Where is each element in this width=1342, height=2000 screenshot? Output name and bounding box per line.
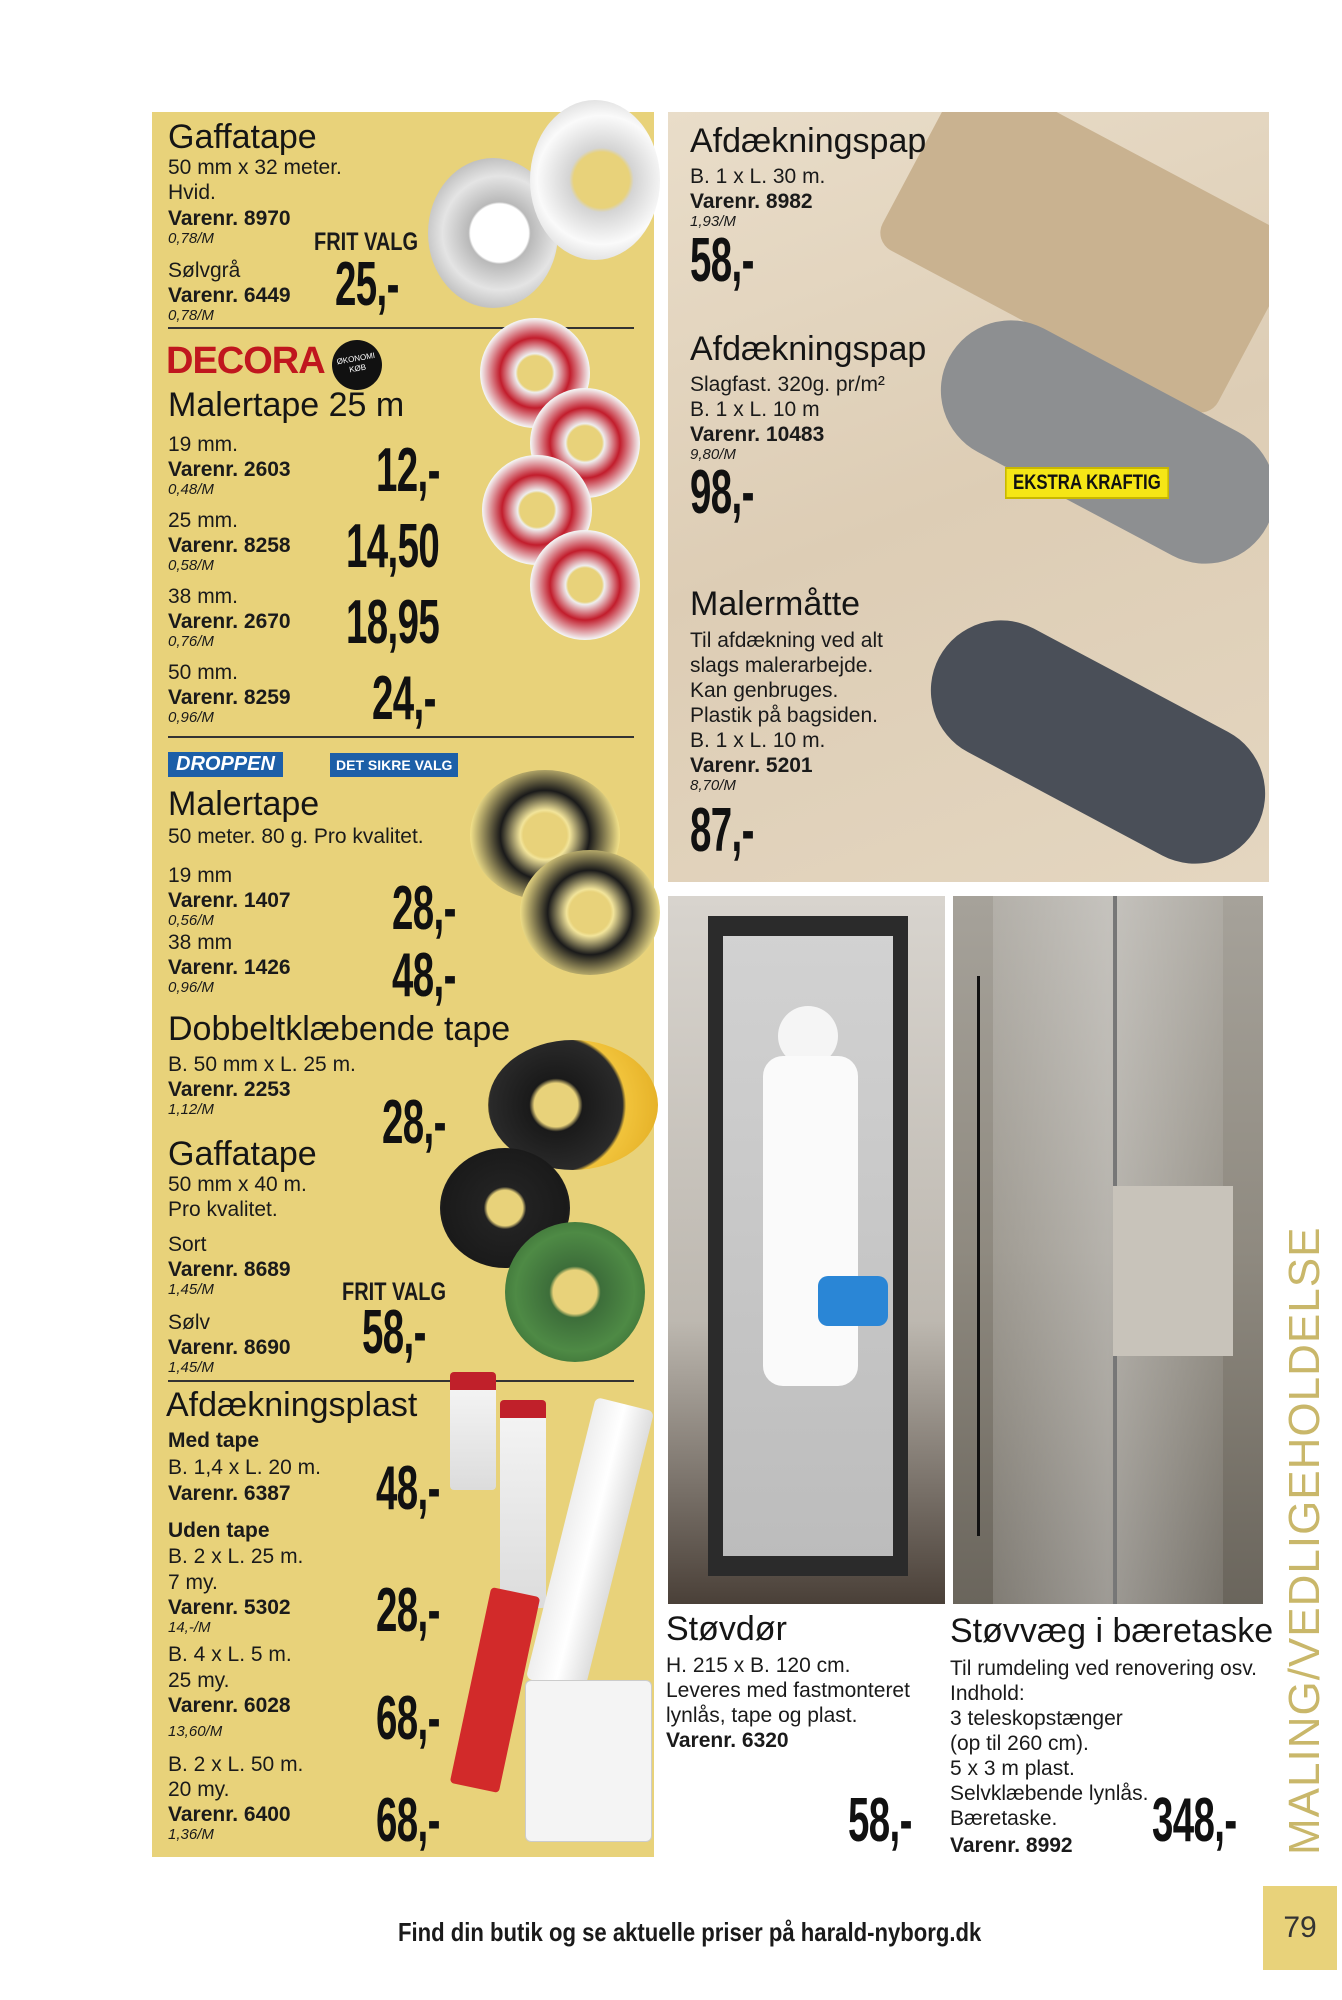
- decora-size-19: 19 mm.: [168, 433, 239, 456]
- stovvaeg-varenr: Varenr. 8992: [950, 1834, 1073, 1857]
- white-tape-roll-image: [530, 100, 660, 260]
- green-gaffatape-image: [505, 1222, 645, 1362]
- plast-u1-price: 28,-: [376, 1576, 440, 1645]
- plast-u2-size: B. 4 x L. 5 m.: [168, 1643, 292, 1666]
- maatte-size: B. 1 x L. 10 m.: [690, 729, 826, 752]
- plast-u2-unit: 13,60/M: [168, 1723, 223, 1740]
- plast-med-size: B. 1,4 x L. 20 m.: [168, 1456, 321, 1479]
- decora-title: Malertape 25 m: [168, 386, 405, 424]
- gaffatape2-varenr-silver: Varenr. 8690: [168, 1336, 291, 1359]
- decora-unit-38: 0,76/M: [168, 633, 214, 650]
- maatte-title: Malermåtte: [690, 585, 861, 623]
- plast-u1-size: B. 2 x L. 25 m.: [168, 1545, 304, 1568]
- plast-u1-varenr: Varenr. 5302: [168, 1596, 291, 1619]
- maatte-unit: 8,70/M: [690, 777, 736, 794]
- stovvaeg-line5: 5 x 3 m plast.: [950, 1757, 1075, 1780]
- plast-u3-my: 20 my.: [168, 1778, 230, 1801]
- pap1-title: Afdækningspap: [690, 122, 927, 160]
- stovvaeg-line3: 3 teleskopstænger: [950, 1707, 1123, 1730]
- plast-u3-size: B. 2 x L. 50 m.: [168, 1753, 304, 1776]
- stovvaeg-price: 348,-: [1152, 1786, 1237, 1855]
- decora-size-38: 38 mm.: [168, 585, 239, 608]
- maatte-varenr: Varenr. 5201: [690, 754, 813, 777]
- dobbelt-price: 28,-: [382, 1088, 446, 1157]
- droppen-size-38: 38 mm: [168, 931, 233, 954]
- frit-valg-badge: FRIT VALG: [342, 1278, 447, 1306]
- dust-wall-photo: [953, 896, 1263, 1604]
- decora-price-25: 14,50: [346, 512, 440, 581]
- droppen-tagline: DET SIKRE VALG: [330, 753, 458, 777]
- decora-varenr-19: Varenr. 2603: [168, 458, 291, 481]
- stovvaeg-line1: Til rumdeling ved renovering osv.: [950, 1657, 1257, 1680]
- decora-price-19: 12,-: [376, 436, 440, 505]
- droppen-price-38: 48,-: [392, 941, 456, 1010]
- droppen-unit-19: 0,56/M: [168, 912, 214, 929]
- stovdor-line2: Leveres med fastmonteret: [666, 1679, 910, 1702]
- pap2-price: 98,-: [690, 458, 754, 527]
- decora-varenr-38: Varenr. 2670: [168, 610, 291, 633]
- decora-varenr-50: Varenr. 8259: [168, 686, 291, 709]
- dobbelt-varenr: Varenr. 2253: [168, 1078, 291, 1101]
- pap1-size: B. 1 x L. 30 m.: [690, 165, 826, 188]
- pap2-desc: Slagfast. 320g. pr/m²: [690, 373, 885, 396]
- plast-u3-price: 68,-: [376, 1786, 440, 1855]
- plast-u1-my: 7 my.: [168, 1571, 218, 1594]
- gaffatape2-color-black: Sort: [168, 1233, 207, 1256]
- plastic-bag-image: [525, 1680, 652, 1842]
- frit-valg-badge: FRIT VALG: [314, 228, 419, 256]
- plast-med-tape-heading: Med tape: [168, 1429, 260, 1452]
- gaffatape-title: Gaffatape: [168, 118, 317, 156]
- stovvaeg-line6: Selvklæbende lynlås.: [950, 1782, 1149, 1805]
- plast-u2-my: 25 my.: [168, 1669, 230, 1692]
- gaffatape2-price: 58,-: [362, 1298, 426, 1367]
- stovdor-line3: lynlås, tape og plast.: [666, 1704, 858, 1727]
- decora-price-38: 18,95: [346, 588, 440, 657]
- droppen-desc: 50 meter. 80 g. Pro kvalitet.: [168, 825, 424, 848]
- category-side-label: MALING/VEDLIGEHOLDELSE: [1280, 1226, 1329, 1855]
- gaffatape-color-silver: Sølvgrå: [168, 259, 241, 282]
- plast-uden-tape-heading: Uden tape: [168, 1519, 270, 1542]
- footer-text: Find din butik og se aktuelle priser på harald-nyborg.dk: [398, 1917, 982, 1947]
- plast-med-varenr: Varenr. 6387: [168, 1482, 291, 1505]
- stovdor-title: Støvdør: [666, 1610, 787, 1648]
- pap2-title: Afdækningspap: [690, 330, 927, 368]
- droppen-varenr-38: Varenr. 1426: [168, 956, 291, 979]
- decora-price-50: 24,-: [372, 664, 436, 733]
- gaffatape-color-white: Hvid.: [168, 181, 216, 204]
- gaffatape-varenr-silver: Varenr. 6449: [168, 284, 291, 307]
- gaffatape-unit-silver: 0,78/M: [168, 307, 214, 324]
- decora-size-50: 50 mm.: [168, 661, 239, 684]
- plast-u3-unit: 1,36/M: [168, 1826, 214, 1843]
- gaffatape2-varenr-black: Varenr. 8689: [168, 1258, 291, 1281]
- section-divider: [168, 736, 634, 738]
- decora-varenr-25: Varenr. 8258: [168, 534, 291, 557]
- pap2-varenr: Varenr. 10483: [690, 423, 825, 446]
- gaffatape-unit-white: 0,78/M: [168, 230, 214, 247]
- stovvaeg-line7: Bæretaske.: [950, 1807, 1058, 1830]
- plastic-roll-image: [450, 1372, 496, 1490]
- maatte-line2: slags malerarbejde.: [690, 654, 874, 677]
- decora-size-25: 25 mm.: [168, 509, 239, 532]
- droppen-size-19: 19 mm: [168, 864, 233, 887]
- gaffatape2-title: Gaffatape: [168, 1135, 317, 1173]
- gaffatape2-quality: Pro kvalitet.: [168, 1198, 278, 1221]
- stovdor-line1: H. 215 x B. 120 cm.: [666, 1654, 851, 1677]
- plastic-roll-image: [500, 1400, 546, 1608]
- maatte-line1: Til afdækning ved alt: [690, 629, 883, 652]
- plast-u2-varenr: Varenr. 6028: [168, 1694, 291, 1717]
- pap1-unit: 1,93/M: [690, 213, 736, 230]
- plast-title: Afdækningsplast: [166, 1386, 418, 1424]
- stovvaeg-title: Støvvæg i bæretaske: [950, 1612, 1274, 1650]
- plast-med-price: 48,-: [376, 1454, 440, 1523]
- gaffatape-price: 25,-: [335, 250, 399, 319]
- maatte-price: 87,-: [690, 796, 754, 865]
- gaffatape2-size: 50 mm x 40 m.: [168, 1173, 307, 1196]
- decora-logo: DECORA: [166, 340, 325, 382]
- maatte-line4: Plastik på bagsiden.: [690, 704, 878, 727]
- pap2-size: B. 1 x L. 10 m: [690, 398, 820, 421]
- page-number: 79: [1263, 1886, 1337, 1970]
- maatte-line3: Kan genbruges.: [690, 679, 839, 702]
- pap2-unit: 9,80/M: [690, 446, 736, 463]
- droppen-varenr-19: Varenr. 1407: [168, 889, 291, 912]
- dobbelt-unit: 1,12/M: [168, 1101, 214, 1118]
- decora-unit-50: 0,96/M: [168, 709, 214, 726]
- dobbelt-title: Dobbeltklæbende tape: [168, 1010, 511, 1048]
- gaffatape-size: 50 mm x 32 meter.: [168, 156, 342, 179]
- stovvaeg-line2: Indhold:: [950, 1682, 1025, 1705]
- droppen-unit-38: 0,96/M: [168, 979, 214, 996]
- stovdor-price: 58,-: [848, 1786, 912, 1855]
- pap1-varenr: Varenr. 8982: [690, 190, 813, 213]
- plast-u2-price: 68,-: [376, 1684, 440, 1753]
- decora-unit-25: 0,58/M: [168, 557, 214, 574]
- droppen-tape-roll-image: [520, 850, 660, 975]
- dobbelt-size: B. 50 mm x L. 25 m.: [168, 1053, 356, 1076]
- gaffatape2-color-silver: Sølv: [168, 1311, 210, 1334]
- gaffatape2-unit-black: 1,45/M: [168, 1281, 214, 1298]
- decora-unit-19: 0,48/M: [168, 481, 214, 498]
- plast-u1-unit: 14,-/M: [168, 1619, 211, 1636]
- pap1-price: 58,-: [690, 226, 754, 295]
- ekstra-kraftig-badge: EKSTRA KRAFTIG: [1005, 467, 1169, 499]
- decora-tape-roll-image: [530, 530, 640, 640]
- gaffatape2-unit-silver: 1,45/M: [168, 1359, 214, 1376]
- stovvaeg-line4: (op til 260 cm).: [950, 1732, 1089, 1755]
- droppen-price-19: 28,-: [392, 874, 456, 943]
- stovdor-varenr: Varenr. 6320: [666, 1729, 789, 1752]
- droppen-title: Malertape: [168, 785, 320, 823]
- plast-u3-varenr: Varenr. 6400: [168, 1803, 291, 1826]
- dust-door-photo: [668, 896, 945, 1604]
- eco-badge: ØKONOMI KØB: [328, 336, 386, 394]
- droppen-logo: DROPPEN: [168, 752, 283, 777]
- section-divider: [168, 1380, 634, 1382]
- gaffatape-varenr-white: Varenr. 8970: [168, 207, 291, 230]
